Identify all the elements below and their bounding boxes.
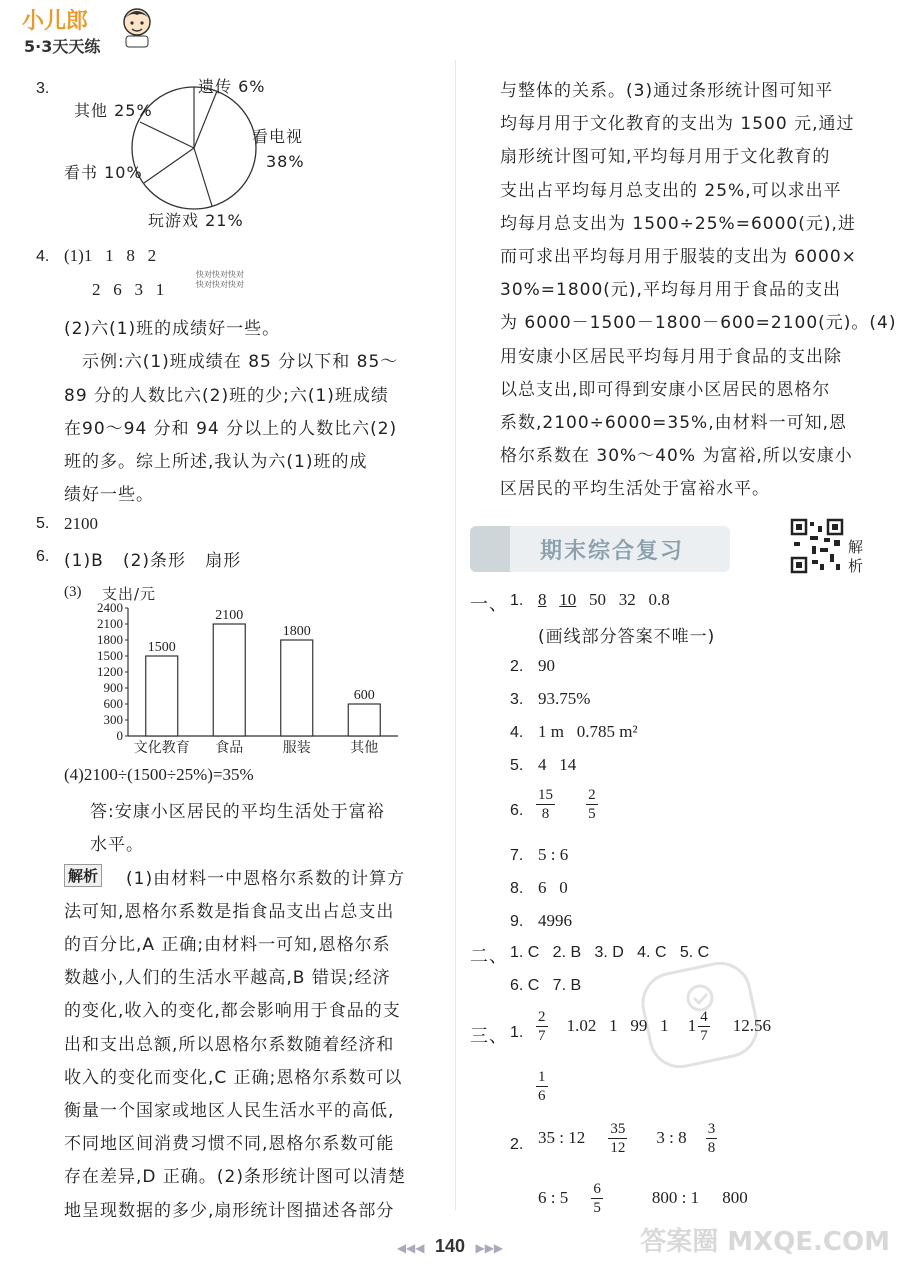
fraction [586, 786, 598, 823]
p1q5-answer: 4 14 [538, 755, 577, 774]
denominator: 5 [593, 1200, 601, 1216]
q4-line: 班的多。综上所述,我认为六(1)班的成 [64, 452, 368, 472]
p3q1-mixed-whole: 1 [687, 1016, 697, 1035]
y-tick-label: 1800 [97, 632, 123, 647]
analysis-line: 的变化,收入的变化,都会影响用于食品的支 [64, 1001, 401, 1021]
part1-label: 一、 [470, 594, 508, 615]
part2-row2: 6. C 7. B [510, 977, 582, 994]
bar [281, 640, 313, 736]
denominator: 7 [538, 1028, 546, 1044]
pie-label-tv-pct: 38% [266, 152, 305, 171]
p1q4-number: 4. [510, 724, 524, 741]
analysis-line: 为 6000－1500－1800－600=2100(元)。(4) [500, 313, 897, 333]
ratio: 6 : 5 [538, 1188, 569, 1207]
q4-line: 在90～94 分和 94 分以上的人数比六(2) [64, 419, 398, 439]
numerator: 2 [538, 1009, 546, 1025]
analysis-line: 数越小,人们的生活水平越高,B 错误;经济 [64, 968, 391, 988]
analysis-line: 支出占平均每月总支出的 25%,可以求出平 [500, 181, 842, 201]
kuaidui-stamp [196, 270, 244, 290]
analysis-tag [64, 864, 102, 887]
analysis-line: 用安康小区居民平均每月用于食品的支出除 [500, 347, 842, 367]
denominator: 5 [588, 806, 596, 822]
p1q2-answer: 90 [538, 656, 555, 675]
analysis-line: 地呈现数据的多少,扇形统计图描述各部分 [64, 1201, 395, 1221]
bar [213, 624, 245, 736]
p3q1-end: 12.56 [732, 1016, 772, 1035]
fraction [706, 1120, 718, 1157]
q4-number: 4. [36, 248, 50, 265]
analysis-line: 扇形统计图可知,平均每月用于文化教育的 [500, 147, 831, 167]
stamp-line: 快对快对快对 [196, 280, 244, 289]
fraction [536, 1068, 548, 1105]
p3q1-number: 1. [510, 1024, 524, 1041]
q6-answer-line1: 答:安康小区居民的平均生活处于富裕 [90, 802, 385, 822]
analysis-line: 30%=1800(元),平均每月用于食品的支出 [500, 280, 841, 300]
analysis-label: 解析 [64, 864, 102, 887]
ratio: 3 : 8 [656, 1128, 687, 1147]
qr-code-icon[interactable] [790, 518, 844, 574]
p3q2-row1 [538, 1120, 723, 1157]
chart-ylabel: 支出/元 [102, 585, 157, 603]
fraction [698, 1008, 710, 1045]
analysis-line: 收入的变化而变化,C 正确;恩格尔系数可以 [64, 1068, 403, 1088]
x-category-label: 文化教育 [133, 740, 190, 756]
pie-label-games: 玩游戏 21% [148, 211, 244, 230]
y-tick-label: 2400 [97, 600, 123, 615]
q5-answer: 2100 [64, 514, 98, 533]
pie-label-heredity: 遗传 6% [198, 77, 266, 96]
bar-value-label: 600 [353, 688, 375, 703]
part2-row1: 1. C 2. B 3. D 4. C 5. C [510, 944, 710, 961]
analysis-line: 法可知,恩格尔系数是指食品支出占总支出 [64, 902, 395, 922]
pie-label-reading: 看书 10% [64, 163, 143, 182]
q6-number: 6. [36, 548, 50, 565]
pie-label-tv: 看电视 [252, 127, 304, 146]
pie-slice-divider [144, 148, 194, 183]
analysis-line: 与整体的关系。(3)通过条形统计图可知平 [500, 81, 834, 101]
analysis-line: 衡量一个国家或地区人民生活水平的高低, [64, 1101, 395, 1121]
p1q1-number: 1. [510, 592, 524, 609]
numerator: 15 [538, 787, 553, 803]
x-category-label: 其他 [350, 740, 379, 756]
y-tick-label: 300 [103, 712, 123, 727]
q5-number: 5. [36, 515, 50, 532]
pie-label-other: 其他 25% [74, 101, 153, 120]
y-tick-label: 1200 [97, 664, 123, 679]
q4-line: 89 分的人数比六(2)班的少;六(1)班成绩 [64, 386, 389, 406]
analysis-line: 的百分比,A 正确;由材料一可知,恩格尔系 [64, 935, 391, 955]
banner-tab [470, 526, 510, 572]
denominator: 12 [610, 1140, 626, 1156]
numerator: 1 [538, 1069, 546, 1085]
p1q2-number: 2. [510, 658, 524, 675]
p1q6-answer [530, 786, 604, 823]
p1q7-number: 7. [510, 847, 524, 864]
review-title: 期末综合复习 [540, 539, 685, 564]
p1q9-number: 9. [510, 913, 524, 930]
analysis-line: 格尔系数在 30%～40% 为富裕,所以安康小 [500, 446, 853, 466]
p1q1-a: 8 [538, 590, 547, 609]
p1q8-number: 8. [510, 880, 524, 897]
site-watermark: 答案圈 MXQE.COM [640, 1227, 890, 1257]
stamp-line: 快对快对快对 [196, 270, 244, 279]
x-category-label: 食品 [215, 740, 244, 756]
column-divider [455, 60, 456, 1210]
p1q9-answer: 4996 [538, 911, 572, 930]
ratio: 800 : 1 [651, 1188, 700, 1207]
prev-arrows-icon: ◀◀◀ [396, 1241, 425, 1255]
q6-part12: (1)B (2)条形 扇形 [64, 551, 242, 571]
p1q8-answer: 6 0 [538, 878, 568, 897]
analysis-line: 不同地区间消费习惯不同,恩格尔系数可能 [64, 1134, 395, 1154]
q6-part3: (3) [64, 584, 82, 600]
q6-answer-line2: 水平。 [90, 835, 144, 855]
bar [146, 656, 178, 736]
analysis-line: 区居民的平均生活处于富裕水平。 [500, 479, 770, 499]
denominator: 8 [541, 806, 550, 822]
p1q1-b: 10 [559, 590, 577, 609]
fraction [591, 1180, 603, 1217]
p3q1-mid: 1.02 1 99 1 [566, 1016, 669, 1035]
mascot-icon [120, 6, 154, 48]
denominator: 8 [707, 1140, 716, 1156]
q4-line: 示例:六(1)班成绩在 85 分以下和 85～ [82, 352, 399, 372]
fraction [608, 1120, 627, 1157]
q4-row2: 2 6 3 1 [92, 280, 165, 299]
y-tick-label: 0 [116, 728, 123, 743]
p1q1-rest: 50 32 0.8 [589, 590, 670, 609]
p3q1-answer [530, 1008, 771, 1045]
ratio-value: 800 [722, 1188, 748, 1207]
qr-label: 解析 [848, 538, 865, 575]
q3-number: 3. [36, 80, 50, 97]
numerator: 2 [588, 787, 596, 803]
pie-slice-divider [194, 91, 217, 148]
analysis-line: 以总支出,即可得到安康小区居民的恩格尔 [500, 380, 831, 400]
analysis-line: 存在差异,D 正确。(2)条形统计图可以清楚 [64, 1167, 406, 1187]
p1q6-number: 6. [510, 802, 524, 819]
logo-text: 小儿郎 [22, 9, 89, 34]
denominator: 6 [538, 1088, 546, 1104]
part2-label: 二、 [470, 946, 508, 967]
pie-slice-divider [194, 148, 212, 206]
p1q5-number: 5. [510, 757, 524, 774]
p1q7-answer: 5 : 6 [538, 845, 569, 864]
p1q3-answer: 93.75% [538, 689, 591, 708]
analysis-line: 出和支出总额,所以恩格尔系数随着经济和 [64, 1035, 395, 1055]
p1q1-answer [538, 590, 670, 610]
denominator: 7 [700, 1028, 708, 1044]
fraction [536, 1008, 548, 1045]
numerator: 35 [610, 1121, 626, 1137]
analysis-line: 系数,2100÷6000=35%,由材料一可知,恩 [500, 413, 848, 433]
q4-part2: (2)六(1)班的成绩好一些。 [64, 319, 281, 339]
review-banner [470, 526, 730, 572]
y-tick-label: 2100 [97, 616, 123, 631]
pie-slice-divider [140, 122, 194, 148]
numerator: 4 [700, 1009, 708, 1025]
next-arrows-icon: ▶▶▶ [475, 1241, 504, 1255]
series-text: 5·3天天练 [24, 37, 101, 56]
p1q4-answer: 1 m 0.785 m² [538, 722, 638, 741]
numerator: 6 [593, 1181, 601, 1197]
page-footer [380, 1236, 520, 1257]
numerator: 3 [707, 1121, 716, 1137]
analysis-line: 均每月总支出为 1500÷25%=6000(元),进 [500, 214, 856, 234]
bar-value-label: 1500 [147, 640, 176, 655]
q4-row1: (1)1 1 8 2 [64, 246, 157, 265]
q6-part4: (4)2100÷(1500÷25%)=35% [64, 765, 254, 784]
fraction [536, 786, 555, 823]
bar-value-label: 1800 [282, 624, 311, 639]
analysis-line: 均每月用于文化教育的支出为 1500 元,通过 [500, 114, 855, 134]
p1q3-number: 3. [510, 691, 524, 708]
p1q1-note: (画线部分答案不唯一) [538, 627, 716, 647]
analysis-line: (1)由材料一中恩格尔系数的计算方 [126, 869, 406, 889]
y-tick-label: 600 [103, 696, 123, 711]
bar-value-label: 2100 [215, 608, 244, 623]
page-number: 140 [434, 1236, 466, 1256]
x-category-label: 服装 [282, 740, 311, 756]
analysis-line: 而可求出平均每月用于服装的支出为 6000× [500, 247, 857, 267]
p3q1-answer-cont [530, 1068, 554, 1105]
y-tick-label: 1500 [97, 648, 123, 663]
q4-line: 绩好一些。 [64, 485, 154, 505]
ratio: 35 : 12 [538, 1128, 586, 1147]
y-tick-label: 900 [103, 680, 123, 695]
bar [348, 704, 380, 736]
p3q2-number: 2. [510, 1136, 524, 1153]
header-logo [20, 4, 160, 60]
bar-chart [80, 596, 410, 758]
p3q2-row2 [538, 1180, 748, 1217]
part3-label: 三、 [470, 1026, 508, 1047]
